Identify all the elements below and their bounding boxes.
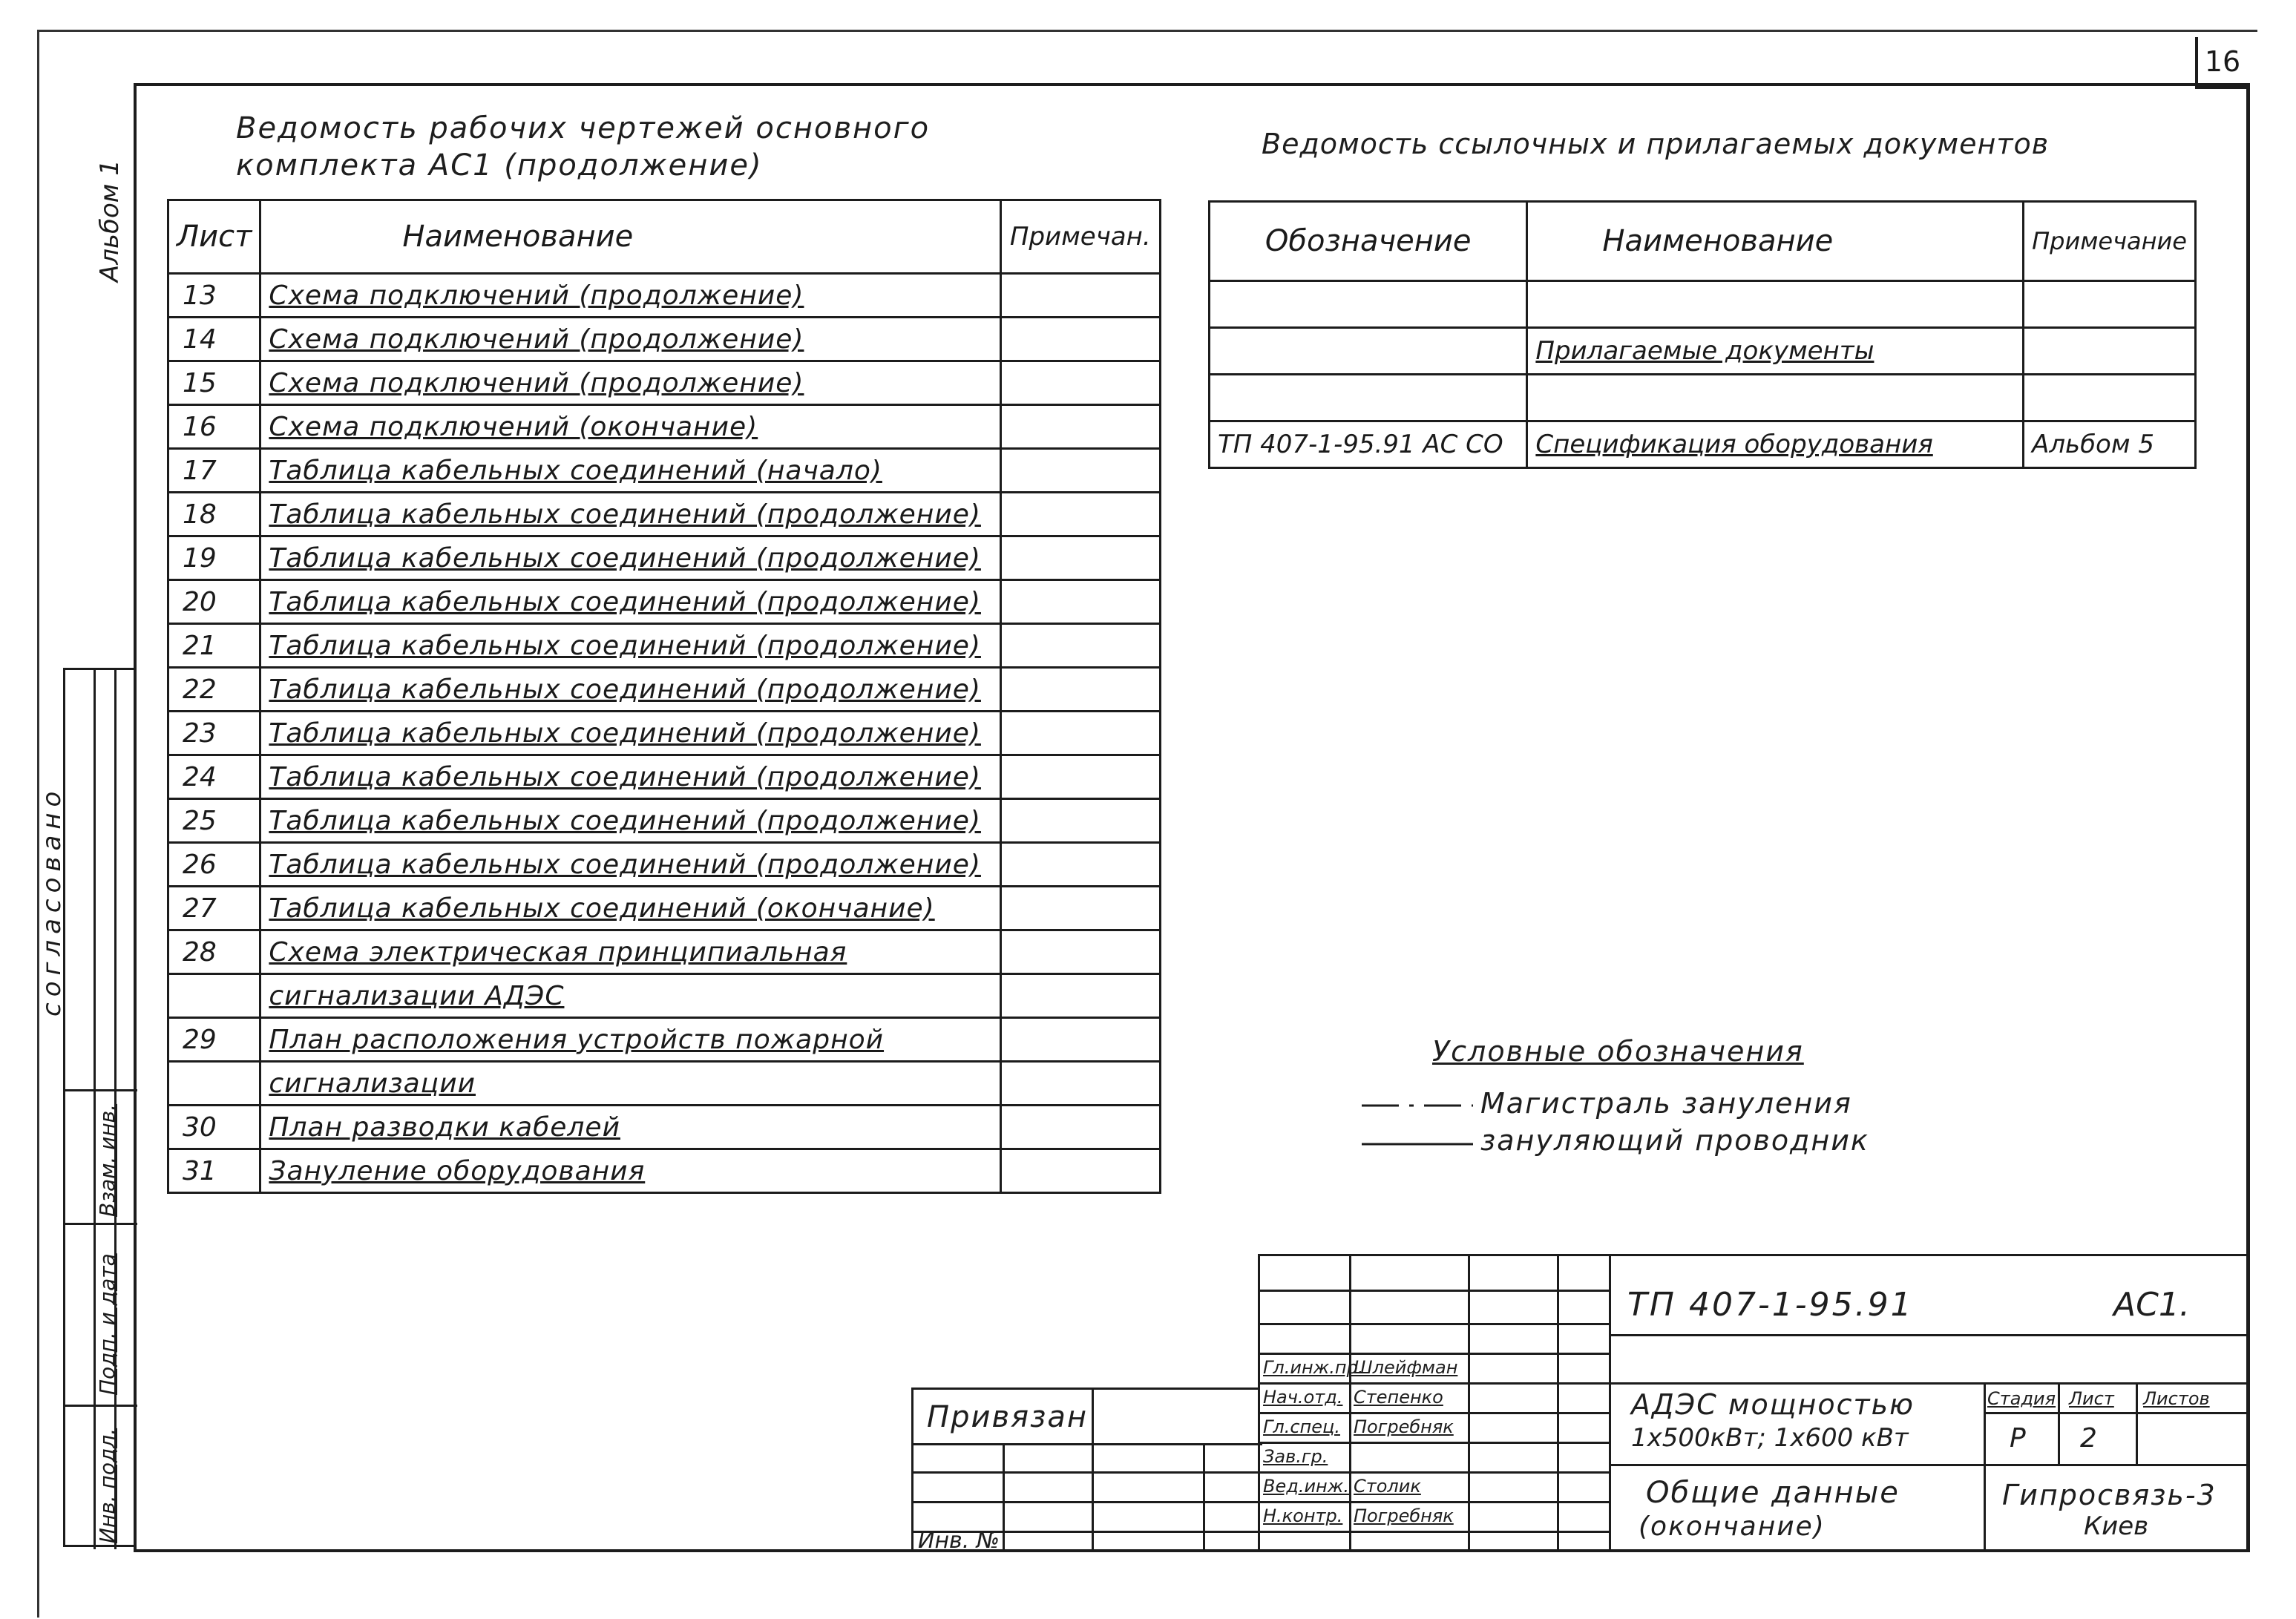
row-name: Схема электрическая принципиальная [260,930,1000,974]
sheet-title-line1: Общие данные [1646,1476,1900,1510]
table-row [168,755,1161,799]
sheets-header: Листов [2143,1388,2210,1409]
stamp-inv-original: Инв. подл. [95,1428,119,1543]
row-sheet: 23 [168,712,260,755]
table-row [168,799,1161,843]
ref-row-code [1210,375,1527,421]
table-row [168,1018,1161,1062]
person-name: Погребняк [1354,1505,1454,1526]
stage-value: Р [2010,1423,2026,1454]
row-sheet: 30 [168,1106,260,1149]
row-note [1000,361,1160,405]
header-name: Наименование [260,200,1000,274]
person-name: Степенко [1354,1387,1443,1408]
row-name: сигнализации [260,1062,1000,1106]
table-row [168,536,1161,580]
row-sheet: 29 [168,1018,260,1062]
table-row [168,1062,1161,1106]
row-note [1000,624,1160,668]
table-row [168,974,1161,1018]
legend-solid-line [1362,1137,1480,1152]
header-note: Примечан. [1000,200,1160,274]
ref-row-note [2024,375,2196,421]
binding-block [911,1388,1260,1554]
row-sheet: 27 [168,887,260,930]
row-note [1000,493,1160,536]
ref-row-note: Альбом 5 [2024,421,2196,468]
person-role: Н.контр. [1263,1505,1343,1526]
table-row [168,405,1161,449]
title-block [1258,1254,2246,1549]
row-sheet: 15 [168,361,260,405]
ref-header-name: Наименование [1527,202,2024,281]
sheet-value: 2 [2080,1423,2097,1454]
table-row [168,580,1161,624]
table-row [168,493,1161,536]
row-sheet: 25 [168,799,260,843]
person-name: Столик [1354,1476,1421,1497]
row-name: План расположения устройств пожарной [260,1018,1000,1062]
row-note [1000,974,1160,1018]
row-note [1000,580,1160,624]
table-row [168,1106,1161,1149]
ref-row-name [1527,281,2024,328]
row-sheet: 26 [168,843,260,887]
row-note [1000,1062,1160,1106]
binding-label: Привязан [927,1400,1089,1434]
table-row [168,712,1161,755]
row-name: Таблица кабельных соединений (продолжение) [260,712,1000,755]
stamp-agreed: согласовано [37,785,67,1017]
person-role: Нач.отд. [1263,1387,1343,1408]
row-name: Таблица кабельных соединений (продолжение) [260,668,1000,712]
ref-row-code: ТП 407-1-95.91 АС СО [1210,421,1527,468]
ref-header-note: Примечание [2024,202,2196,281]
row-sheet: 18 [168,493,260,536]
main-table-title-line2: комплекта АС1 (продолжение) [236,148,763,183]
ref-row-code [1210,328,1527,375]
row-name: Таблица кабельных соединений (продолжение) [260,624,1000,668]
row-note [1000,405,1160,449]
row-name: Схема подключений (продолжение) [260,318,1000,361]
legend-dash-dot-line [1362,1098,1480,1113]
row-name: Таблица кабельных соединений (продолжение) [260,755,1000,799]
org-line2: Киев [2084,1511,2149,1541]
drawings-list-table [167,199,1161,1194]
sheet-number: 16 [2195,37,2247,89]
table-row [1210,281,2196,328]
row-name: Таблица кабельных соединений (начало) [260,449,1000,493]
row-sheet: 22 [168,668,260,712]
person-role: Вед.инж. [1263,1476,1349,1497]
row-note [1000,668,1160,712]
binding-inv-label: Инв. № [918,1528,1000,1554]
legend-item-1: Магистраль зануления [1480,1087,1852,1120]
row-name: сигнализации АДЭС [260,974,1000,1018]
row-note [1000,930,1160,974]
table-row [168,361,1161,405]
ref-row-name: Прилагаемые документы [1527,328,2024,375]
table-row [168,624,1161,668]
row-name: Таблица кабельных соединений (продолжение) [260,843,1000,887]
object-line1: АДЭС мощностью [1631,1388,1915,1421]
doc-mark: АС1. [2113,1286,2190,1324]
row-name: Таблица кабельных соединений (окончание) [260,887,1000,930]
ref-row-note [2024,281,2196,328]
table-row [168,930,1161,974]
row-sheet [168,1062,260,1106]
table-row [168,449,1161,493]
row-sheet: 31 [168,1149,260,1193]
row-sheet: 13 [168,274,260,318]
table-row [168,668,1161,712]
row-sheet [168,974,260,1018]
table-row [168,887,1161,930]
table-header-row [1210,202,2196,281]
row-note [1000,318,1160,361]
row-sheet: 17 [168,449,260,493]
ref-row-name: Спецификация оборудования [1527,421,2024,468]
person-name: Погребняк [1354,1416,1454,1437]
table-row [1210,375,2196,421]
row-sheet: 16 [168,405,260,449]
row-sheet: 24 [168,755,260,799]
row-name: План разводки кабелей [260,1106,1000,1149]
ref-row-note [2024,328,2196,375]
row-sheet: 28 [168,930,260,974]
row-note [1000,843,1160,887]
album-label: Альбом 1 [95,160,125,282]
table-row [168,318,1161,361]
org-line1: Гипросвязь-3 [2002,1479,2217,1511]
row-note [1000,449,1160,493]
table-row [168,843,1161,887]
person-name: Шлейфман [1354,1357,1458,1378]
row-name: Схема подключений (продолжение) [260,274,1000,318]
row-sheet: 21 [168,624,260,668]
row-name: Схема подключений (продолжение) [260,361,1000,405]
ref-row-name [1527,375,2024,421]
row-note [1000,755,1160,799]
table-row [1210,328,2196,375]
row-note [1000,887,1160,930]
row-name: Зануление оборудования [260,1149,1000,1193]
table-row [168,1149,1161,1193]
person-role: Гл.инж.пр. [1263,1357,1364,1378]
ref-header-code: Обозначение [1210,202,1527,281]
row-name: Таблица кабельных соединений (продолжение) [260,536,1000,580]
stamp-sign-date: Подп. и дата [95,1253,119,1395]
main-table-title-line1: Ведомость рабочих чертежей основного [236,111,931,145]
stamp-replace-inv: Взам. инв. [95,1103,119,1217]
row-sheet: 19 [168,536,260,580]
sheet-header: Лист [2069,1388,2114,1409]
row-sheet: 14 [168,318,260,361]
doc-code: ТП 407-1-95.91 [1627,1286,1914,1324]
row-name: Таблица кабельных соединений (продолжение) [260,493,1000,536]
row-note [1000,1106,1160,1149]
row-sheet: 20 [168,580,260,624]
row-name: Таблица кабельных соединений (продолжение) [260,580,1000,624]
row-note [1000,536,1160,580]
row-note [1000,712,1160,755]
person-role: Гл.спец. [1263,1416,1340,1437]
row-name: Схема подключений (окончание) [260,405,1000,449]
person-role: Зав.гр. [1263,1446,1328,1467]
object-line2: 1x500кВт; 1x600 кВт [1631,1423,1909,1453]
row-note [1000,1149,1160,1193]
sheet-title-line2: (окончание) [1639,1511,1826,1542]
row-note [1000,799,1160,843]
row-name: Таблица кабельных соединений (продолжение) [260,799,1000,843]
ref-row-code [1210,281,1527,328]
row-note [1000,274,1160,318]
legend-item-2: зануляющий проводник [1480,1124,1869,1157]
legend-title: Условные обозначения [1432,1035,1804,1068]
row-note [1000,1018,1160,1062]
table-row [168,274,1161,318]
table-header-row [168,200,1161,274]
references-table [1208,200,2197,469]
table-row [1210,421,2196,468]
stage-header: Стадия [1987,1388,2056,1409]
ref-table-title: Ведомость ссылочных и прилагаемых документов [1262,128,2050,160]
header-sheet: Лист [168,200,260,274]
